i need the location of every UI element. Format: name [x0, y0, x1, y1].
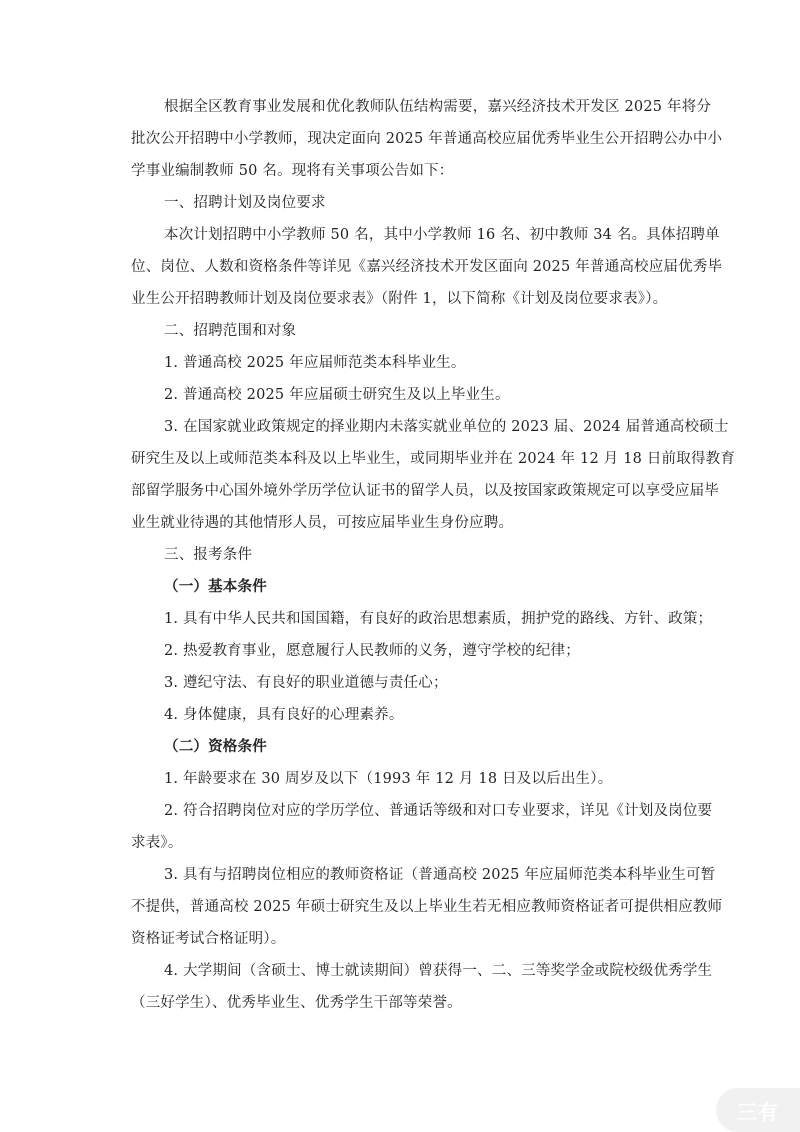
heading-section-1: 一、招聘计划及岗位要求 [164, 195, 326, 211]
list-item-qualification-3-line-3: 资格证考试合格证明）。 [131, 931, 286, 947]
list-item-scope-3-line-4: 业生就业待遇的其他情形人员，可按应届毕业生身份应聘。 [131, 515, 514, 531]
paragraph-intro-line-3: 学事业编制教师 50 名。现将有关事项公告如下： [131, 163, 454, 179]
list-item-basic-2: 2. 热爱教育事业，愿意履行人民教师的义务，遵守学校的纪律； [164, 643, 580, 659]
paragraph-intro-line-1: 根据全区教育事业发展和优化教师队伍结构需要，嘉兴经济技术开发区 2025 年将分 [164, 99, 712, 115]
watermark-logo [716, 1088, 800, 1132]
list-item-qualification-3-line-1: 3. 具有与招聘岗位相应的教师资格证（普通高校 2025 年应届师范类本科毕业生可暂 [164, 867, 716, 883]
list-item-scope-3-line-1: 3. 在国家就业政策规定的择业期内未落实就业单位的 2023 届、2024 届普通高校硕士 [164, 419, 729, 435]
list-item-basic-3: 3. 遵纪守法、有良好的职业道德与责任心； [164, 675, 448, 691]
heading-section-2: 二、招聘范围和对象 [164, 323, 297, 339]
list-item-basic-4: 4. 身体健康，具有良好的心理素养。 [164, 707, 404, 723]
list-item-qualification-1: 1. 年龄要求在 30 周岁及以下（1993 年 12 月 18 日及以后出生）。 [164, 771, 613, 787]
list-item-scope-1: 1. 普通高校 2025 年应届师范类本科毕业生。 [164, 355, 466, 371]
list-item-qualification-4-line-2: （三好学生）、优秀毕业生、优秀学生干部等荣誉。 [131, 995, 462, 1011]
list-item-qualification-2-line-1: 2. 符合招聘岗位对应的学历学位、普通话等级和对口专业要求，详见《计划及岗位要 [164, 803, 713, 819]
paragraph-plan-line-1: 本次计划招聘中小学教师 50 名，其中小学教师 16 名、初中教师 34 名。具体招聘单 [164, 227, 720, 243]
heading-section-3: 三、报考条件 [164, 547, 253, 563]
list-item-scope-3-line-2: 研究生及以上或师范类本科及以上毕业生，或同期毕业并在 2024 年 12 月 18 日前取得教育 [131, 451, 736, 467]
subheading-qualification-conditions: （二）资格条件 [164, 738, 267, 755]
paragraph-plan-line-2: 位、岗位、人数和资格条件等详见《嘉兴经济技术开发区面向 2025 年普通高校应届优秀毕 [131, 259, 723, 275]
subheading-basic-conditions: （一）基本条件 [164, 578, 267, 595]
paragraph-plan-line-3: 业生公开招聘教师计划及岗位要求表》（附件 1，以下简称《计划及岗位要求表》）。 [131, 291, 668, 307]
watermark-text: 三有 [737, 1099, 779, 1124]
list-item-basic-1: 1. 具有中华人民共和国国籍，有良好的政治思想素质，拥护党的路线、方针、政策； [164, 611, 713, 627]
list-item-scope-2: 2. 普通高校 2025 年应届硕士研究生及以上毕业生。 [164, 387, 510, 403]
list-item-qualification-2-line-2: 求表》。 [131, 835, 183, 851]
list-item-qualification-4-line-1: 4. 大学期间（含硕士、博士就读期间）曾获得一、二、三等奖学金或院校级优秀学生 [164, 963, 713, 979]
paragraph-intro-line-2: 批次公开招聘中小学教师，现决定面向 2025 年普通高校应届优秀毕业生公开招聘公办中小 [131, 131, 723, 147]
list-item-scope-3-line-3: 部留学服务中心国外境外学历学位认证书的留学人员，以及按国家政策规定可以享受应届毕 [131, 483, 719, 499]
list-item-qualification-3-line-2: 不提供，普通高校 2025 年硕士研究生及以上毕业生若无相应教师资格证者可提供相应教师 [131, 899, 723, 915]
